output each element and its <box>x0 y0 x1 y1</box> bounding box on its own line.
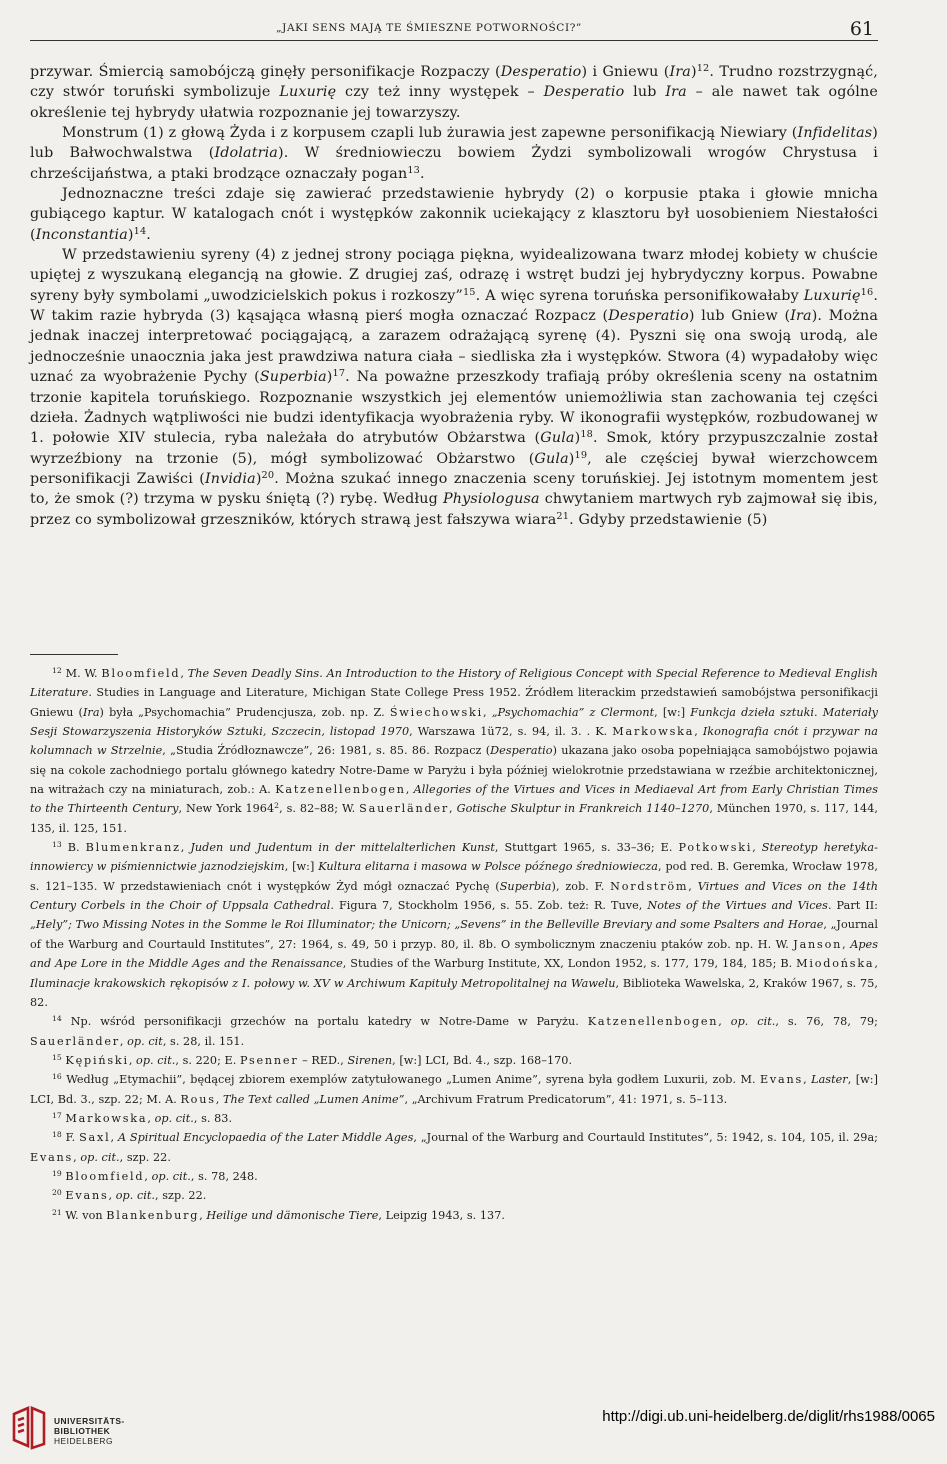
footnotes <box>30 664 878 1225</box>
running-title: „JAKI SENS MAJĄ TE ŚMIESZNE POTWORNOŚCI?” <box>276 22 582 34</box>
footnote-separator <box>30 654 118 655</box>
footnote-ref-13: 13 <box>407 164 420 176</box>
footnote-ref-18: 18 <box>580 429 594 441</box>
footnote-ref-21: 21 <box>556 510 570 522</box>
footnote-20: $^{20}$ Evans, op. cit., szp. 22. <box>52 1188 207 1203</box>
footnote-ref-17: 17 <box>332 368 346 380</box>
paragraph-1: przywar. Śmiercią samobójczą ginęły personifikacje Rozpaczy (Desperatio) i Gniewu (Ira)$^{12}$. Trudno rozstrzygnąć, czy stwór toruński symbolizuje Luxurię czy też inny występek – Desperatio lub Ira – ale nawet tak ogólne określenie tej hybrydy ułatwia rozpoznanie jej towarzyszy. <box>30 63 879 121</box>
footnote-21: $^{21}$ W. von Blankenburg, Heilige und dämonische Tiere, Leipzig 1943, s. 137. <box>52 1207 505 1222</box>
footnote-15: $^{15}$ Kępiński, op. cit., s. 220; E. Psenner – RED., Sirenen, [w:] LCI, Bd. 4., szp. 168–170. <box>52 1053 573 1067</box>
footnote-ref-20: 20 <box>261 470 275 482</box>
footnote-17: $^{17}$ Markowska, op. cit., s. 83. <box>52 1111 233 1125</box>
main-text <box>30 62 878 530</box>
footnote-14: $^{14}$ Np. wśród personifikacji grzechów na portalu katedry w Notre-Dame w Paryżu. Katzenellenbogen, op. cit., s. 76, 78, 79; Sauerländer, op. cit, s. 28, il. 151. <box>30 1014 878 1048</box>
footnote-ref-12: 12 <box>696 63 710 75</box>
footnote-19: $^{19}$ Bloomfield, op. cit., s. 78, 248. <box>52 1169 258 1183</box>
logo-line-3: HEIDELBERG <box>54 1436 113 1446</box>
footnote-ref-15: 15 <box>462 286 476 298</box>
paragraph-4: W przedstawieniu syreny (4) z jednej strony pociąga piękna, wyidealizowana twarz młodej kobiety w chuście upiętej z wyszukaną elegancją na głowie. Z drugiej zaś, odrazę i wstręt budzi jej hybrydyczny korpus. Powabne syreny były symbolami „uwodzicielskich pokus i rozkoszy”$^{15}$. A więc syrena toruńska personifikowałaby Luxurię$^{16}$. W takim razie hybryda (3) kąsająca własną pierś mogła oznaczać Rozpacz (Desperatio) lub Gniew (Ira). Można jednak inaczej interpretować pociągającą, a zarazem odrażającą syrenę (4). Pyszni się ona swoją urodą, ale jednocześnie unaocznia jaka jest prawdziwa natura ciała – siedliska zła i występków. Stwora (4) wypadałoby więc uznać za wyobrażenie Pychy (Superbia)$^{17}$. Na poważne przeszkody trafiają próby określenia sceny na ostatnim trzonie kapitela toruńskiego. Rozpoznanie wszystkich jej elementów uniemożliwia stan zachowania tej części dzieła. Żadnych wątpliwości nie budzi identyfikacja wyobrażenia ryby. W ikonografii występków, rozbudowanej w 1. połowie XIV stulecia, ryba należała do atrybutów Obżarstwa (Gula)$^{18}$. Smok, który przypuszczalnie został wyrzeźbiony na trzonie (5), mógł symbolizować Obżarstwo (Gula)$^{19}$, ale częściej bywał wierzchowcem personifikacji Zawiści (Invidia)$^{20}$. Można szukać innego znaczenia sceny toruńskiej. Jej istotnym momentem jest to, że smok (?) trzyma w pysku śniętą (?) rybę. Według Physiologusa chwytaniem martwych ryb zajmował się ibis, przez co symbolizował grzeszników, których strawą jest fałszywa wiara$^{21}$. Gdyby przedstawienie (5) <box>30 247 879 528</box>
footnote-12: $^{12}$ M. W. Bloomfield, The Seven Deadly Sins. An Introduction to the History of Religious Concept with Special Reference to Medieval English Literature. Studies in Language and Literature, Michigan State College Press 1952. Źródłem literackim przedstawień samobójstwa personifikacji Gniewu (Ira) była „Psychomachia” Prudencjusza, zob. np. Z. Świechowski, „Psychomachia” z Clermont, [w:] Funkcja dzieła sztuki. Materiały Sesji Stowarzyszenia Historyków Sztuki, Szczecin, listopad 1970, Warszawa 1ü72, s. 94, il. 3. . K. Markowska, Ikonografia cnót i przywar na kolumnach w Strzelnie, „Studia Źródłoznawcze”, 26: 1981, s. 85. 86. Rozpacz (Desperatio) ukazana jako osoba popełniająca samobójstwo pojawia się na cokole zachodniego portalu głównego katedry Notre-Dame w Paryżu i była później wielokrotnie przedstawiana w rzeźbie architektonicznej, na witrażach czy na miniaturach, zob.: A. Katzenellenbogen, Allegories of the Virtues and Vices in Mediaeval Art from Early Christian Times to the Thirteenth Century, New York 1964$^2$, s. 82–88; W. Sauerländer, Gotische Skulptur in Frankreich 1140–1270, München 1970, s. 117, 144, 135, il. 125, 151. <box>30 666 879 835</box>
paragraph-3: Jednoznaczne treści zdaje się zawierać przedstawienie hybrydy (2) o korpusie ptaka i głowie mnicha gubiącego kaptur. W katalogach cnót i występków zakonnik uciekający z klasztoru był uosobieniem Niestałości (Inconstantia)$^{14}$. <box>30 186 878 243</box>
paragraph-2: Monstrum (1) z głową Żyda i z korpusem czapli lub żurawia jest zapewne personifikacją Niewiary (Infidelitas) lub Bałwochwalstwa (Idolatria). W średniowieczu bowiem Żydzi symbolizowali wrogów Chrystusa i chrześcijaństwa, a ptaki brodzące oznaczały pogan$^{13}$. <box>30 125 878 182</box>
university-library-logo[interactable] <box>10 1404 130 1450</box>
footnote-16: $^{16}$ Według „Etymachii”, będącej zbiorem exemplów zatytułowanego „Lumen Anime”, syrena była godłem Luxurii, zob. M. Evans, Laster, [w:] LCI, Bd. 3., szp. 22; M. A. Rous, The Text called „Lumen Anime”, „Archivum Fratrum Predicatorum”, 41: 1971, s. 5–113. <box>30 1072 878 1106</box>
logo-line-1: UNIVERSITÄTS- <box>54 1416 125 1426</box>
running-head <box>30 20 878 41</box>
logo-line-2: BIBLIOTHEK <box>54 1426 111 1436</box>
footnote-13: $^{13}$ B. Blumenkranz, Juden und Judentum in der mittelalterlichen Kunst, Stuttgart 1965, s. 33–36; E. Potkowski, Stereotyp heretyka-innowiercy w piśmiennictwie jaznodziejskim, [w:] Kultura elitarna i masowa w Polsce późnego średniowiecza, pod red. B. Geremka, Wrocław 1978, s. 121–135. W przedstawieniach cnót i występków Żyd mógł oznaczać Pychę (Superbia), zob. F. Nordström, Virtues and Vices on the 14th Century Corbels in the Choir of Uppsala Cathedral. Figura 7, Stockholm 1956, s. 55. Zob. też: R. Tuve, Notes of the Virtues and Vices. Part II: „Hely”; Two Missing Notes in the Somme le Roi Illuminator; the Unicorn; „Sevens” in the Belleville Breviary and some Psalters and Horae, „Journal of the Warburg and Courtauld Institutes”, 27: 1964, s. 49, 50 i przyp. 80, il. 8b. O symbolicznym znaczeniu ptaków zob. np. H. W. Janson, Apes and Ape Lore in the Middle Ages and the Renaissance, Studies of the Warburg Institute, XX, London 1952, s. 177, 179, 184, 185; B. Miodońska, Iluminacje krakowskich rękopisów z I. połowy w. XV w Archiwum Kapituły Metropolitalnej na Wawelu, Biblioteka Wawelska, 2, Kraków 1967, s. 75, 82. <box>30 840 879 1009</box>
library-emblem-icon <box>10 1404 48 1450</box>
footnote-ref-19: 19 <box>574 449 588 461</box>
footnote-ref-16: 16 <box>860 286 874 298</box>
page-number: 61 <box>849 18 874 40</box>
footnote-18: $^{18}$ F. Saxl, A Spiritual Encyclopaedia of the Later Middle Ages, „Journal of the Warburg and Courtauld Institutes”, 5: 1942, s. 104, 105, il. 29a; Evans, op. cit., szp. 22. <box>30 1130 879 1164</box>
footnote-ref-14: 14 <box>133 225 147 237</box>
source-url[interactable]: http://digi.ub.uni-heidelberg.de/diglit/rhs1988/0065 <box>602 1408 935 1425</box>
